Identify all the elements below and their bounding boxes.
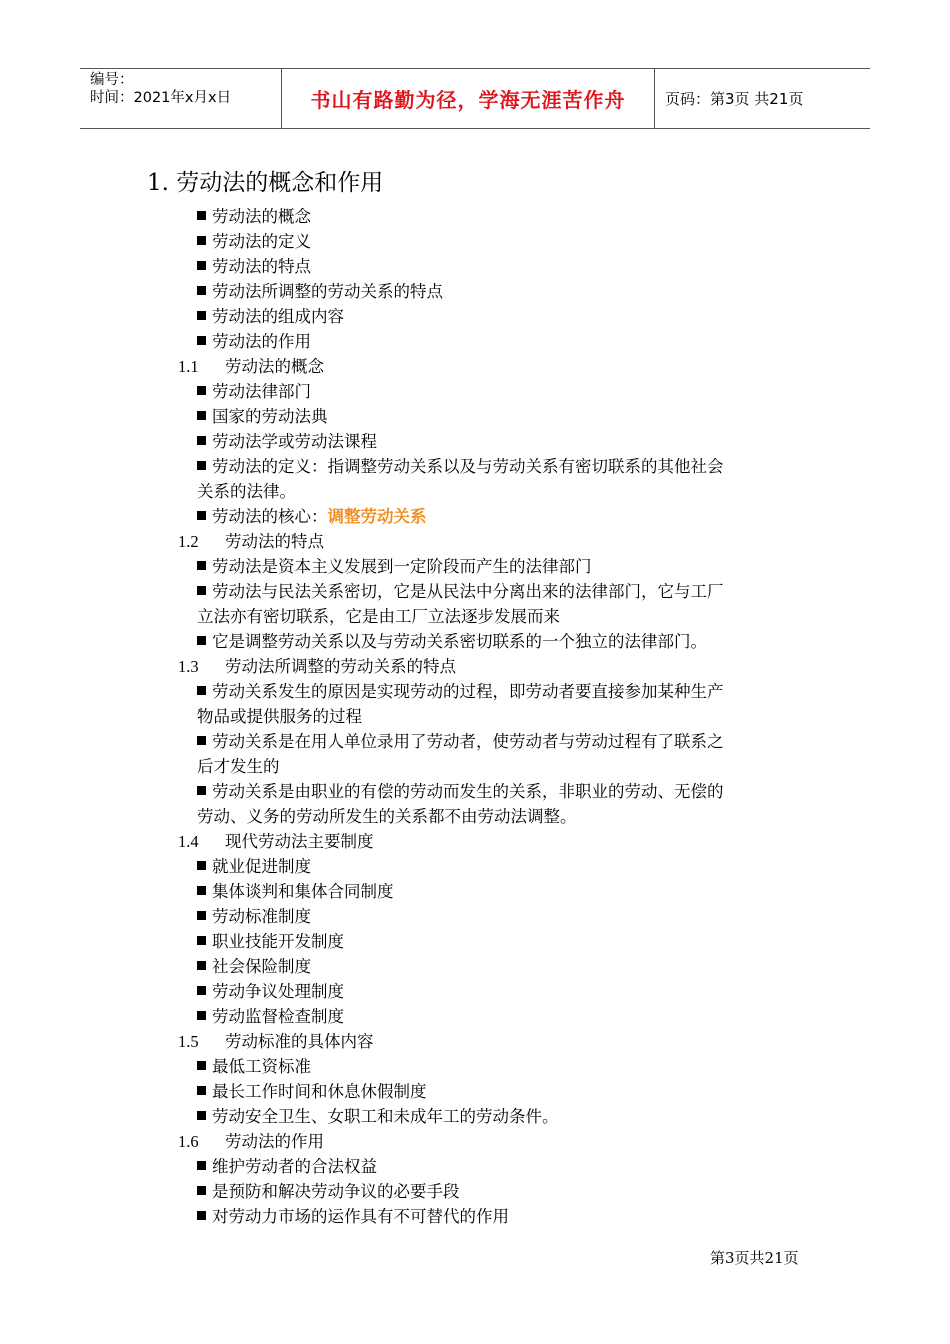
list-item-continuation: 立法亦有密切联系，它是由工厂立法逐步发展而来 [197, 607, 560, 626]
list-item: 最低工资标准 [197, 1054, 311, 1079]
list-item: 劳动法的定义：指调整劳动关系以及与劳动关系有密切联系的其他社会 [197, 454, 724, 479]
list-item: 劳动标准制度 [197, 904, 311, 929]
header-motto-cell [282, 69, 655, 128]
list-item-continuation: 关系的法律。 [197, 482, 296, 501]
bullet-icon [197, 261, 206, 270]
bullet-icon [197, 636, 206, 645]
bullet-icon [197, 1111, 206, 1120]
list-item: 劳动法的概念 [197, 204, 311, 229]
list-item: 劳动法的定义 [197, 229, 311, 254]
bullet-icon [197, 461, 206, 470]
list-item-continuation: 后才发生的 [197, 757, 280, 776]
highlight-text: 调整劳动关系 [327, 507, 427, 526]
header-page-cell [655, 69, 870, 128]
bullet-icon [197, 436, 206, 445]
bullet-icon [197, 861, 206, 870]
bullet-icon [197, 911, 206, 920]
bullet-icon [197, 1061, 206, 1070]
bullet-icon [197, 286, 206, 295]
bullet-icon [197, 686, 206, 695]
bullet-icon [197, 786, 206, 795]
page-header [80, 68, 870, 129]
list-item: 劳动监督检查制度 [197, 1004, 344, 1029]
list-item: 劳动法律部门 [197, 379, 311, 404]
subsection-heading: 1.4 现代劳动法主要制度 [178, 832, 374, 851]
page-footer: 第3页共21页 [710, 1249, 799, 1267]
bullet-icon [197, 311, 206, 320]
bullet-icon [197, 586, 206, 595]
bullet-icon [197, 936, 206, 945]
subsection-heading: 1.3 劳动法所调整的劳动关系的特点 [178, 657, 456, 676]
section-title: 1. 劳动法的概念和作用 [147, 170, 384, 196]
list-item: 劳动法所调整的劳动关系的特点 [197, 279, 443, 304]
list-item: 就业促进制度 [197, 854, 311, 879]
list-item: 劳动安全卫生、女职工和未成年工的劳动条件。 [197, 1104, 559, 1129]
bullet-icon [197, 236, 206, 245]
bullet-icon [197, 411, 206, 420]
subsection-heading: 1.1 劳动法的概念 [178, 357, 324, 376]
doc-number-label: 编号： [90, 72, 134, 88]
bullet-icon [197, 961, 206, 970]
list-item: 劳动法与民法关系密切，它是从民法中分离出来的法律部门，它与工厂 [197, 579, 724, 604]
bullet-icon [197, 211, 206, 220]
list-item: 集体谈判和集体合同制度 [197, 879, 394, 904]
bullet-icon [197, 511, 206, 520]
bullet-icon [197, 336, 206, 345]
list-item: 劳动法学或劳动法课程 [197, 429, 377, 454]
list-item: 劳动法是资本主义发展到一定阶段而产生的法律部门 [197, 554, 592, 579]
list-item: 劳动法的作用 [197, 329, 311, 354]
bullet-icon [197, 1011, 206, 1020]
list-item: 劳动关系发生的原因是实现劳动的过程，即劳动者要直接参加某种生产 [197, 679, 724, 704]
list-item: 职业技能开发制度 [197, 929, 344, 954]
list-item: 最长工作时间和休息休假制度 [197, 1079, 427, 1104]
list-item: 对劳动力市场的运作具有不可替代的作用 [197, 1204, 509, 1229]
list-item: 劳动关系是由职业的有偿的劳动而发生的关系，非职业的劳动、无偿的 [197, 779, 724, 804]
header-meta-cell [80, 69, 282, 128]
bullet-icon [197, 1086, 206, 1095]
bullet-icon [197, 1161, 206, 1170]
header-page-number: 页码：第3页 共21页 [665, 90, 804, 108]
list-item: 维护劳动者的合法权益 [197, 1154, 377, 1179]
header-motto: 书山有路勤为径，学海无涯苦作舟 [310, 88, 626, 112]
subsection-heading: 1.6 劳动法的作用 [178, 1132, 324, 1151]
bullet-icon [197, 736, 206, 745]
bullet-icon [197, 886, 206, 895]
list-item: 劳动争议处理制度 [197, 979, 344, 1004]
list-item: 劳动法的核心：调整劳动关系 [197, 504, 427, 529]
bullet-icon [197, 386, 206, 395]
list-item: 是预防和解决劳动争议的必要手段 [197, 1179, 460, 1204]
list-item: 劳动法的组成内容 [197, 304, 344, 329]
doc-time-label: 时间：2021年x月x日 [90, 90, 232, 106]
bullet-icon [197, 1211, 206, 1220]
list-item: 劳动关系是在用人单位录用了劳动者，使劳动者与劳动过程有了联系之 [197, 729, 724, 754]
list-item: 它是调整劳动关系以及与劳动关系密切联系的一个独立的法律部门。 [197, 629, 707, 654]
list-item-continuation: 物品或提供服务的过程 [197, 707, 362, 726]
list-item-continuation: 劳动、义务的劳动所发生的关系都不由劳动法调整。 [197, 807, 577, 826]
bullet-icon [197, 986, 206, 995]
bullet-icon [197, 561, 206, 570]
list-item: 社会保险制度 [197, 954, 311, 979]
bullet-icon [197, 1186, 206, 1195]
list-item: 劳动法的特点 [197, 254, 311, 279]
subsection-heading: 1.5 劳动标准的具体内容 [178, 1032, 374, 1051]
subsection-heading: 1.2 劳动法的特点 [178, 532, 324, 551]
list-item: 国家的劳动法典 [197, 404, 328, 429]
